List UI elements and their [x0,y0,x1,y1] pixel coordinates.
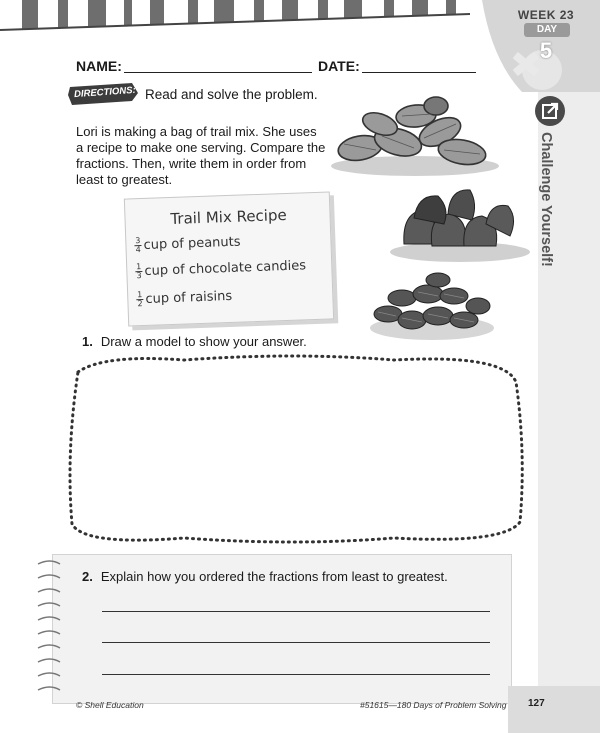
name-date-row [76,56,486,78]
fraction: $\frac{1}{2}$ [137,290,143,309]
recipe-item: $\frac{1}{2}$ cup of raisins [137,288,233,309]
answer-line[interactable] [102,611,490,612]
page-number: 127 [528,698,545,709]
answer-line[interactable] [102,674,490,675]
name-label: NAME: [76,58,122,74]
question-number: 1. [82,334,93,349]
problem-line: a recipe to make one serving. Compare the [76,140,326,155]
directions-text: Read and solve the problem. [145,87,318,102]
directions-badge [68,83,138,105]
recipe-title: Trail Mix Recipe [170,205,287,229]
footer-copyright: © Shell Education [76,700,144,710]
date-label: DATE: [318,58,360,74]
peanuts-icon [330,92,500,178]
week-label: WEEK 23 [517,8,575,22]
fraction: $\frac{1}{3}$ [136,262,142,281]
spiral-binding [36,558,62,708]
problem-line: Lori is making a bag of trail mix. She uses [76,124,317,139]
answer-line[interactable] [102,642,490,643]
week-day-tab [482,0,600,92]
question-2 [82,569,448,584]
question-1 [82,334,307,349]
question-text: Explain how you ordered the fractions from least to greatest. [100,569,448,584]
footer-band [508,686,600,733]
recipe-card [124,191,334,326]
share-arrow-icon [535,96,565,126]
raisins-icon [368,272,496,342]
answer-drawing-area[interactable] [64,352,528,548]
day-number: 5 [539,38,553,63]
day-label: DAY [524,23,570,37]
fraction: $\frac{3}{4}$ [135,236,141,255]
directions-badge-text: DIRECTIONS: [73,84,137,101]
challenge-yourself-label: Challenge Yourself! [538,132,554,267]
recipe-item: $\frac{1}{3}$ cup of chocolate candies [136,258,307,281]
chocolate-candies-icon [384,180,532,264]
problem-text [76,124,336,188]
problem-line: fractions. Then, write them in order from [76,156,307,171]
date-field[interactable] [362,72,476,73]
problem-line: least to greatest. [76,172,173,187]
footer-book-title: #51615—180 Days of Problem Solving [360,700,507,710]
question-number: 2. [82,569,93,584]
name-field[interactable] [124,72,312,73]
recipe-item: $\frac{3}{4}$ cup of peanuts [135,234,241,255]
question-text: Draw a model to show your answer. [100,334,307,349]
